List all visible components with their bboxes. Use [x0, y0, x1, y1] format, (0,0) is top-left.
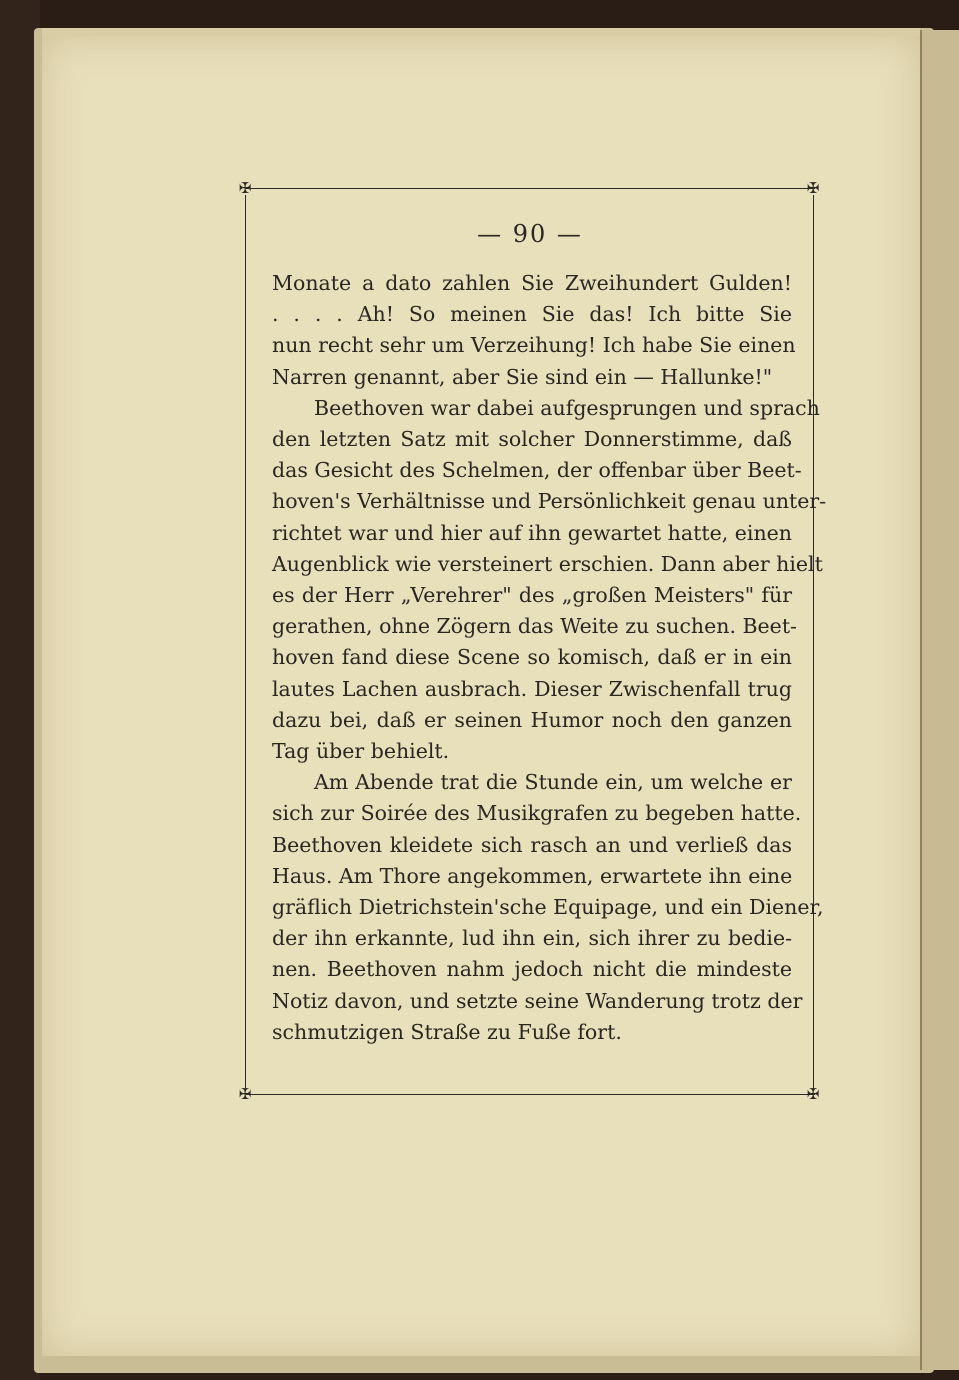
- text-line: Beethoven war dabei aufgesprungen und sprach: [314, 395, 820, 420]
- corner-ornament-icon: ✠: [806, 179, 820, 197]
- text-line: hoven fand diese Scene so komisch, daß er in ein: [272, 645, 792, 670]
- text-line: gräflich Dietrichstein'sche Equipage, und ein Diener,: [272, 895, 824, 919]
- frame-bottom-rule: [245, 1094, 815, 1095]
- text-line: den letzten Satz mit solcher Donnerstimme, daß: [272, 427, 792, 451]
- frame-right-rule: [813, 195, 814, 1089]
- text-line: . . . . Ah! So meinen Sie das! Ich bitte Sie: [272, 302, 792, 327]
- text-line: hoven's Verhältnisse und Persönlichkeit genau unter-: [272, 489, 827, 514]
- text-line: Monate a dato zahlen Sie Zweihundert Gulden!: [272, 271, 792, 295]
- text-line: nun recht sehr um Verzeihung! Ich habe Sie einen: [272, 333, 796, 358]
- text-line: gerathen, ohne Zögern das Weite zu suchen. Beet-: [272, 614, 797, 639]
- text-line: schmutzigen Straße zu Fuße fort.: [272, 1019, 622, 1044]
- frame-top-rule: [245, 188, 815, 189]
- text-line: Am Abende trat die Stunde ein, um welche er: [314, 770, 792, 795]
- text-line: lautes Lachen ausbrach. Dieser Zwischenfall trug: [272, 676, 792, 701]
- next-page-edge: [920, 30, 959, 1370]
- text-line: Tag über behielt.: [272, 739, 450, 763]
- corner-ornament-icon: ✠: [238, 1085, 252, 1103]
- text-line: Augenblick wie versteinert erschien. Dann aber hielt: [272, 551, 823, 576]
- text-line: richtet war und hier auf ihn gewartet hatte, einen: [272, 520, 792, 545]
- text-line: Notiz davon, und setzte seine Wanderung trotz der: [272, 988, 803, 1013]
- text-line: Beethoven kleidete sich rasch an und verließ das: [272, 832, 792, 857]
- frame-left-rule: [245, 195, 246, 1089]
- text-line: Narren genannt, aber Sie sind ein — Hallunke!": [272, 364, 773, 389]
- text-line: der ihn erkannte, lud ihn ein, sich ihrer zu bedie-: [272, 926, 792, 951]
- text-line: nen. Beethoven nahm jedoch nicht die mindeste: [272, 957, 792, 982]
- text-line: es der Herr „Verehrer" des „großen Meisters" für: [272, 583, 792, 607]
- corner-ornament-icon: ✠: [806, 1085, 820, 1103]
- text-line: das Gesicht des Schelmen, der offenbar über Beet-: [272, 458, 802, 483]
- text-line: dazu bei, daß er seinen Humor noch den ganzen: [272, 707, 792, 732]
- text-line: Haus. Am Thore angekommen, erwartete ihn eine: [272, 863, 793, 888]
- text-line: sich zur Soirée des Musikgrafen zu begeben hatte.: [272, 801, 802, 826]
- page-number: — 90 —: [477, 220, 583, 248]
- corner-ornament-icon: ✠: [238, 179, 252, 197]
